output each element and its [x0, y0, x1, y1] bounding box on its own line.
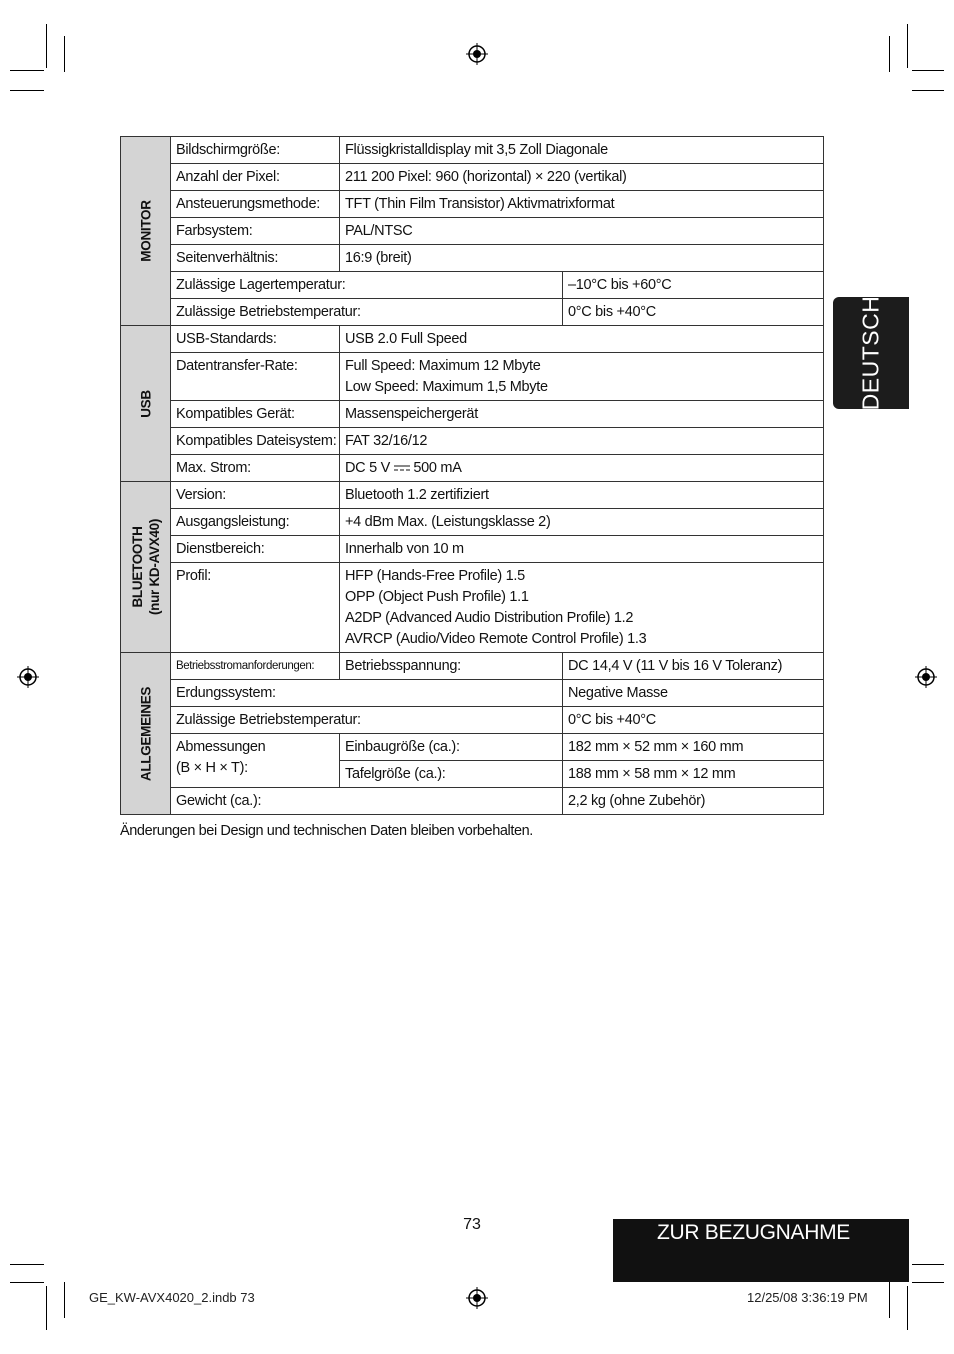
table-row: [121, 401, 824, 428]
spec-value: [340, 563, 824, 653]
spec-value-line: Full Speed: Maximum 12 Mbyte: [345, 358, 541, 374]
table-row: [121, 536, 824, 563]
spec-value: PAL/NTSC: [340, 218, 824, 245]
table-row: [121, 428, 824, 455]
spec-value-line: AVRCP (Audio/Video Remote Control Profile) 1.3: [345, 631, 647, 647]
crop-mark: [889, 1282, 890, 1318]
spec-value: FAT 32/16/12: [340, 428, 824, 455]
spec-label: Datentransfer-Rate:: [171, 353, 340, 401]
spec-label-line: (B × H × T):: [176, 760, 248, 776]
crop-mark: [912, 1264, 944, 1265]
registration-mark-icon: [17, 666, 39, 688]
spec-label: Version:: [171, 482, 340, 509]
spec-value: 16:9 (breit): [340, 245, 824, 272]
spec-value: [340, 353, 824, 401]
spec-value: Massenspeichergerät: [340, 401, 824, 428]
spec-label: Profil:: [171, 563, 340, 653]
table-row: [121, 245, 824, 272]
spec-label: Zulässige Betriebstemperatur:: [171, 707, 563, 734]
table-row: [121, 734, 824, 761]
table-row: [121, 137, 824, 164]
section-monitor: [121, 137, 171, 326]
spec-value-line: OPP (Object Push Profile) 1.1: [345, 589, 529, 605]
table-row: [121, 455, 824, 482]
table-row: [121, 509, 824, 536]
crop-mark: [10, 70, 44, 71]
crop-mark: [912, 90, 944, 91]
spec-value: 182 mm × 52 mm × 160 mm: [563, 734, 824, 761]
registration-mark-icon: [466, 1287, 488, 1309]
spec-value-line: A2DP (Advanced Audio Distribution Profile) 1.2: [345, 610, 634, 626]
section-label-line: (nur KD-AVX40): [146, 518, 162, 616]
crop-mark: [907, 24, 908, 68]
spec-value-part: DC 5 V: [345, 460, 390, 476]
spec-sublabel: Betriebsspannung:: [340, 653, 563, 680]
section-label-line: BLUETOOTH: [129, 526, 145, 608]
spec-value: Innerhalb von 10 m: [340, 536, 824, 563]
crop-mark: [10, 1264, 44, 1265]
crop-mark: [64, 1282, 65, 1318]
crop-mark: [10, 90, 44, 91]
spec-label: USB-Standards:: [171, 326, 340, 353]
footer-filename: GE_KW-AVX4020_2.indb 73: [89, 1290, 255, 1305]
spec-sublabel: Tafelgröße (ca.):: [340, 761, 563, 788]
spec-label: Gewicht (ca.):: [171, 788, 563, 815]
table-row: [121, 353, 824, 401]
section-allgemeines: [121, 653, 171, 815]
spec-value-part: 500 mA: [413, 460, 462, 476]
table-row: [121, 680, 824, 707]
spec-value-line: HFP (Hands-Free Profile) 1.5: [345, 568, 525, 584]
spec-value: TFT (Thin Film Transistor) Aktivmatrixformat: [340, 191, 824, 218]
spec-label: Anzahl der Pixel:: [171, 164, 340, 191]
table-row: [121, 191, 824, 218]
spec-value: DC 14,4 V (11 V bis 16 V Toleranz): [563, 653, 824, 680]
footer-timestamp: 12/25/08 3:36:19 PM: [747, 1290, 868, 1305]
language-tab-label: DEUTSCH: [857, 295, 884, 411]
section-tab: [613, 1219, 909, 1282]
spec-value: [340, 455, 824, 482]
section-label: USB: [138, 389, 153, 418]
table-row: [121, 218, 824, 245]
spec-label: Erdungssystem:: [171, 680, 563, 707]
spec-value: Negative Masse: [563, 680, 824, 707]
spec-label: Bildschirmgröße:: [171, 137, 340, 164]
spec-table: [120, 136, 824, 815]
spec-label: Max. Strom:: [171, 455, 340, 482]
table-row: [121, 482, 824, 509]
registration-mark-icon: [915, 666, 937, 688]
crop-mark: [46, 24, 47, 68]
spec-value-line: Low Speed: Maximum 1,5 Mbyte: [345, 379, 548, 395]
spec-label: Ausgangsleistung:: [171, 509, 340, 536]
table-row: [121, 707, 824, 734]
section-usb: [121, 326, 171, 482]
spec-value: –10°C bis +60°C: [563, 272, 824, 299]
table-row: [121, 299, 824, 326]
spec-value: +4 dBm Max. (Leistungsklasse 2): [340, 509, 824, 536]
spec-value: Bluetooth 1.2 zertifiziert: [340, 482, 824, 509]
spec-value: 188 mm × 58 mm × 12 mm: [563, 761, 824, 788]
dc-symbol-icon: [394, 464, 410, 472]
crop-mark: [907, 1286, 908, 1330]
spec-label: Kompatibles Dateisystem:: [171, 428, 340, 455]
table-row: [121, 563, 824, 653]
spec-label: Zulässige Betriebstemperatur:: [171, 299, 563, 326]
spec-sublabel: Einbaugröße (ca.):: [340, 734, 563, 761]
section-label: ALLGEMEINES: [138, 686, 153, 781]
spec-value: 0°C bis +40°C: [563, 707, 824, 734]
table-row: [121, 164, 824, 191]
crop-mark: [10, 1282, 44, 1283]
spec-value: USB 2.0 Full Speed: [340, 326, 824, 353]
spec-value: 0°C bis +40°C: [563, 299, 824, 326]
section-bluetooth: [121, 482, 171, 653]
table-row: [121, 326, 824, 353]
crop-mark: [889, 36, 890, 72]
table-row: [121, 272, 824, 299]
page-number: 73: [463, 1216, 481, 1233]
section-label: [129, 519, 163, 615]
crop-mark: [912, 70, 944, 71]
spec-label: Farbsystem:: [171, 218, 340, 245]
registration-mark-icon: [466, 43, 488, 65]
disclaimer-note: Änderungen bei Design und technischen Daten bleiben vorbehalten.: [120, 823, 533, 839]
spec-label: Seitenverhältnis:: [171, 245, 340, 272]
crop-mark: [46, 1286, 47, 1330]
language-tab: [833, 297, 909, 409]
section-tab-label: ZUR BEZUGNAHME: [657, 1221, 850, 1244]
spec-label: [171, 734, 340, 788]
spec-label: Dienstbereich:: [171, 536, 340, 563]
spec-value: 2,2 kg (ohne Zubehör): [563, 788, 824, 815]
spec-label: Ansteuerungsmethode:: [171, 191, 340, 218]
spec-label: Kompatibles Gerät:: [171, 401, 340, 428]
spec-value: 211 200 Pixel: 960 (horizontal) × 220 (vertikal): [340, 164, 824, 191]
spec-label-line: Abmessungen: [176, 739, 266, 755]
spec-value: Flüssigkristalldisplay mit 3,5 Zoll Diagonale: [340, 137, 824, 164]
section-label: MONITOR: [138, 200, 153, 262]
spec-label: Zulässige Lagertemperatur:: [171, 272, 563, 299]
table-row: [121, 788, 824, 815]
spec-label: Betriebsstromanforderungen:: [171, 653, 340, 680]
crop-mark: [64, 36, 65, 72]
table-row: [121, 653, 824, 680]
crop-mark: [912, 1282, 944, 1283]
